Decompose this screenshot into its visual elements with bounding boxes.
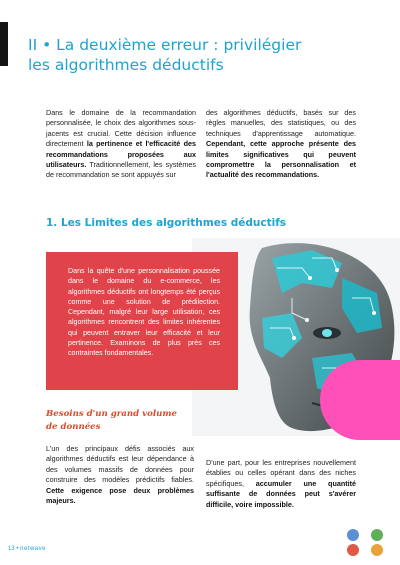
section-heading: 1. Les Limites des algorithmes déductifs xyxy=(46,217,287,229)
subsection-right-bold: accumuler une quantité suffisante de données peut s'avérer difficile, voire impossible. xyxy=(206,478,356,509)
brand-logo-text: netwave xyxy=(20,546,46,552)
callout-box xyxy=(46,252,238,390)
intro-right-bold: Cependant, cette approche présente des limites significatives qui peuvent compromettre la personnalisation et l'actualité des recommandations. xyxy=(206,139,356,180)
page-number: 13 • xyxy=(8,546,19,552)
dot-orange xyxy=(371,544,383,556)
dot-red xyxy=(347,544,359,556)
callout-text: Dans la quête d'une personnalisation poussée dans le domaine du e-commerce, les algorithmes déductifs ont longtemps été perçus comme une solution de prédilection. Cependant, malgré leur large utilisation, ces algorithmes rencontrent des limites inhérentes qui peuvent entraver leur efficacité et leur pertinence. Examinons de plus près ces contraintes fondamentales. xyxy=(68,267,220,358)
intro-left-bold: la pertinence et l'efficacité des recommandations proposées aux utilisateurs. xyxy=(46,139,196,170)
decorative-dots xyxy=(345,527,385,557)
subsection-right-text: D'une part, pour les entreprises nouvellement établies ou celles opérant dans des niches spécifiques, xyxy=(206,458,356,488)
page-title xyxy=(28,35,328,75)
subsection-left-bold: Cette exigence pose deux problèmes majeurs. xyxy=(46,485,194,506)
pink-decor-shape xyxy=(320,360,400,440)
subsection-left-text: L'un des principaux défis associés aux algorithmes déductifs est leur dépendance à des volumes massifs de données pour construire des modèles prédictifs fiables. xyxy=(46,444,194,485)
subsection-heading: Besoins d'un grand volume de données xyxy=(46,409,177,432)
dot-blue xyxy=(347,529,359,541)
page-footer xyxy=(8,546,46,552)
intro-left-text-2: Traditionnellement, les systèmes de recommandation se sont appuyés sur xyxy=(46,160,196,180)
intro-right-column xyxy=(206,108,356,181)
dot-green xyxy=(371,529,383,541)
subsection-left-column xyxy=(46,444,194,506)
subsection-right-column xyxy=(206,458,356,510)
black-side-bar xyxy=(0,22,8,66)
intro-right-text: des algorithmes déductifs, basés sur des règles manuelles, des statistiques, ou des techniques d'apprentissage automatique. xyxy=(206,108,356,138)
title-line-1: II • La deuxième erreur : privilégier xyxy=(28,36,302,54)
title-line-2: les algorithmes déductifs xyxy=(28,56,224,74)
intro-left-text: Dans le domaine de la recommandation personnalisée, le choix des algorithmes sous-jacents est crucial. Cette décision influence directement xyxy=(46,108,196,149)
intro-left-column xyxy=(46,108,196,181)
